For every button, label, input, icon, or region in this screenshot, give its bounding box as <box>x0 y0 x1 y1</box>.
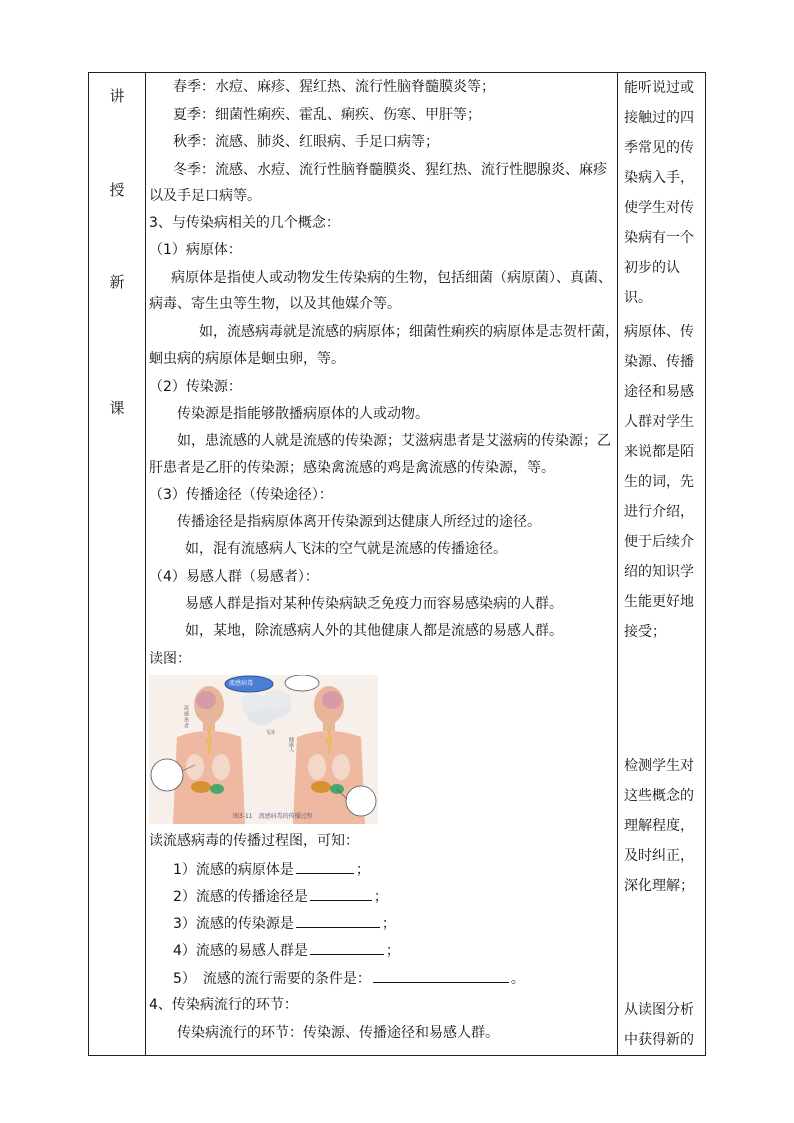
content-line: 传染源是指能够散播病原体的人或动物。 <box>177 406 429 422</box>
patient-label: 流感患者 <box>183 705 189 729</box>
question-text: 4）流感的易感人群是 <box>173 943 308 959</box>
question-text: 2）流感的传播途径是 <box>173 889 308 905</box>
note-line: 染病入手， <box>624 170 694 186</box>
note-line: 人群对学生 <box>624 414 694 430</box>
question-item: 1）流感的病原体是 ； <box>173 859 370 880</box>
subsection-heading: （3）传播途径（传染途径）： <box>149 487 333 503</box>
column-divider <box>145 73 146 1055</box>
lesson-table <box>88 72 706 1056</box>
answer-blank[interactable] <box>296 859 354 874</box>
column-divider <box>617 73 618 1055</box>
question-item: 4）流感的易感人群是 ； <box>173 940 400 961</box>
note-line: 中获得新的 <box>624 1032 694 1048</box>
content-line: 冬季：流感、水痘、流行性脑脊髓膜炎、猩红热、流行性腮腺炎、麻疹 <box>173 162 607 178</box>
note-line: 进行介绍， <box>624 504 694 520</box>
figure-caption: 图3-11 流感病毒的传播过程 <box>233 813 313 820</box>
content-line: 夏季：细菌性痢疾、霍乱、痢疾、伤寒、甲肝等； <box>173 107 481 123</box>
teaching-note <box>624 73 706 313</box>
note-line: 检测学生对 <box>624 758 694 774</box>
note-line: 深化理解； <box>624 878 694 894</box>
note-line: 接受； <box>624 624 666 640</box>
note-line: 途径和易感 <box>624 384 694 400</box>
content-line: 如，某地，除流感病人外的其他健康人都是流感的易感人群。 <box>185 623 563 639</box>
content-line: 如，患流感的人就是流感的传染源；艾滋病患者是艾滋病的传染源；乙 <box>177 433 611 449</box>
note-line: 染病有一个 <box>624 230 694 246</box>
note-line: 理解程度， <box>624 818 694 834</box>
droplet-label: 飞沫 <box>265 730 276 736</box>
note-line: 能听说过或 <box>624 80 694 96</box>
content-line: 如，流感病毒就是流感的病原体；细菌性痢疾的病原体是志贺杆菌， <box>199 324 619 340</box>
note-line: 接触过的四 <box>624 110 694 126</box>
side-label-char: 讲 <box>109 87 125 105</box>
note-line: 及时纠正， <box>624 848 694 864</box>
question-intro: 读流感病毒的传播过程图，可知： <box>149 833 359 849</box>
note-line: 染源、传播 <box>624 354 694 370</box>
note-line: 使学生对传 <box>624 200 694 216</box>
side-label-char: 课 <box>109 399 125 417</box>
question-text: 3）流感的传染源是 <box>173 916 294 932</box>
figure-illustration <box>149 675 378 824</box>
bubble-label: 流感病毒 <box>229 680 254 687</box>
question-item: 2）流感的传播途径是 ； <box>173 886 388 907</box>
note-line: 绍的知识学 <box>624 564 694 580</box>
question-text: 5） 流感的流行需要的条件是： <box>173 971 371 987</box>
droplet-cloud <box>241 690 291 725</box>
content-line: 传播途径是指病原体离开传染源到达健康人所经过的途径。 <box>177 514 541 530</box>
subsection-heading: （2）传染源： <box>149 379 242 395</box>
note-line: 初步的认识。 <box>624 260 680 306</box>
content-line: 以及手足口病等。 <box>149 188 261 204</box>
content-line: 易感人群是指对某种传染病缺乏免疫力而容易感染病的人群。 <box>185 596 563 612</box>
content-line: 春季：水痘、麻疹、猩红热、流行性脑脊髓膜炎等； <box>173 79 495 95</box>
side-label-char: 授 <box>109 181 125 199</box>
note-line: 生能更好地 <box>624 594 694 610</box>
healthy-label: 健康人 <box>288 737 294 752</box>
answer-blank[interactable] <box>310 886 372 901</box>
content-line: 病原体是指使人或动物发生传染病的生物，包括细菌（病原菌）、真菌、 <box>171 270 612 286</box>
content-line: 肝患者是乙肝的传染源；感染禽流感的鸡是禽流感的传染源，等。 <box>149 460 555 476</box>
question-text: 1）流感的病原体是 <box>173 862 294 878</box>
answer-blank[interactable] <box>373 968 509 983</box>
answer-blank[interactable] <box>296 913 380 928</box>
note-line: 季常见的传 <box>624 140 694 156</box>
content-line: 秋季：流感、肺炎、红眼病、手足口病等； <box>173 134 439 150</box>
note-line: 来说都是陌 <box>624 444 694 460</box>
flu-transmission-figure <box>149 675 378 824</box>
content-line: 如，混有流感病人飞沫的空气就是流感的传播途径。 <box>185 541 507 557</box>
teaching-note <box>624 751 706 901</box>
read-figure-label: 读图： <box>149 651 191 667</box>
teaching-note <box>624 995 706 1055</box>
content-line: 病毒、寄生虫等生物，以及其他媒介等。 <box>149 296 401 312</box>
subsection-heading: （1）病原体： <box>149 242 242 258</box>
note-line: 病原体、传 <box>624 324 694 340</box>
section-heading: 3、与传染病相关的几个概念： <box>149 215 340 231</box>
note-line: 从读图分析 <box>624 1002 694 1018</box>
teaching-note <box>624 317 706 647</box>
question-item: 5） 流感的流行需要的条件是： 。 <box>173 968 525 989</box>
content-line: 传染病流行的环节：传染源、传播途径和易感人群。 <box>177 1025 499 1041</box>
note-line: 生的词，先 <box>624 474 694 490</box>
side-label-char: 新 <box>109 273 125 291</box>
note-line: 这些概念的 <box>624 788 694 804</box>
subsection-heading: （4）易感人群（易感者）： <box>149 569 319 585</box>
content-line: 蛔虫病的病原体是蛔虫卵，等。 <box>149 351 345 367</box>
note-line: 便于后续介 <box>624 534 694 550</box>
answer-blank[interactable] <box>310 940 384 955</box>
question-item: 3）流感的传染源是 ； <box>173 913 396 934</box>
section-heading: 4、传染病流行的环节： <box>149 997 298 1013</box>
